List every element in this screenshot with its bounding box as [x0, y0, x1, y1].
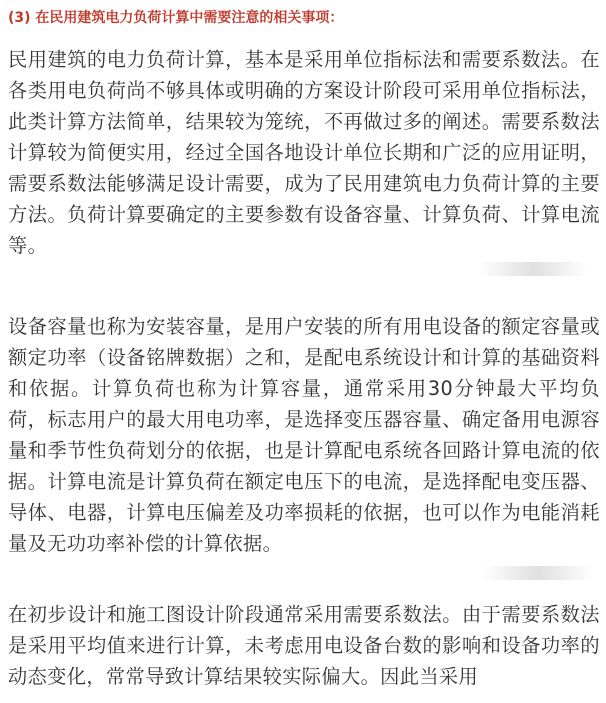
section-heading: (3) 在民用建筑电力负荷计算中需要注意的相关事项：: [8, 10, 344, 26]
blurred-watermark: [478, 262, 588, 276]
paragraph-load-calculation-methods: 民用建筑的电力负荷计算，基本是采用单位指标法和需要系数法。在各类用电负荷尚不够具体或明确的方案设计阶段可采用单位指标法，此类计算方法简单，结果较为笼统，不再做过多的阐述。需要系数法计算较为简便实用，经过全国各地设计单位长期和广泛的应用证明，需要系数法能够满足设计需要，成为了民用建筑电力负荷计算的主要方法。负荷计算要确定的主要参数有设备容量、计算负荷、计算电流等。: [8, 48, 600, 257]
blurred-watermark: [482, 566, 594, 580]
paragraph-design-stage: 在初步设计和施工图设计阶段通常采用需要系数法。由于需要系数法是采用平均值来进行计算，未考虑用电设备台数的影响和设备功率的动态变化，常常导致计算结果较实际偏大。因此当采用: [8, 603, 600, 688]
paragraph-capacity-definitions: 设备容量也称为安装容量，是用户安装的所有用电设备的额定容量或额定功率（设备铭牌数据）之和，是配电系统设计和计算的基础资料和依据。计算负荷也称为计算容量，通常采用30分钟最大平均负荷，标志用户的最大用电功率，是选择变压器容量、确定备用电源容量和季节性负荷划分的依据，也是计算配电系统各回路计算电流的依据。计算电流是计算负荷在额定电压下的电流，是选择配电变压器、导体、电器，计算电压偏差及功率损耗的依据，也可以作为电能消耗量及无功功率补偿的计算依据。: [8, 315, 600, 555]
